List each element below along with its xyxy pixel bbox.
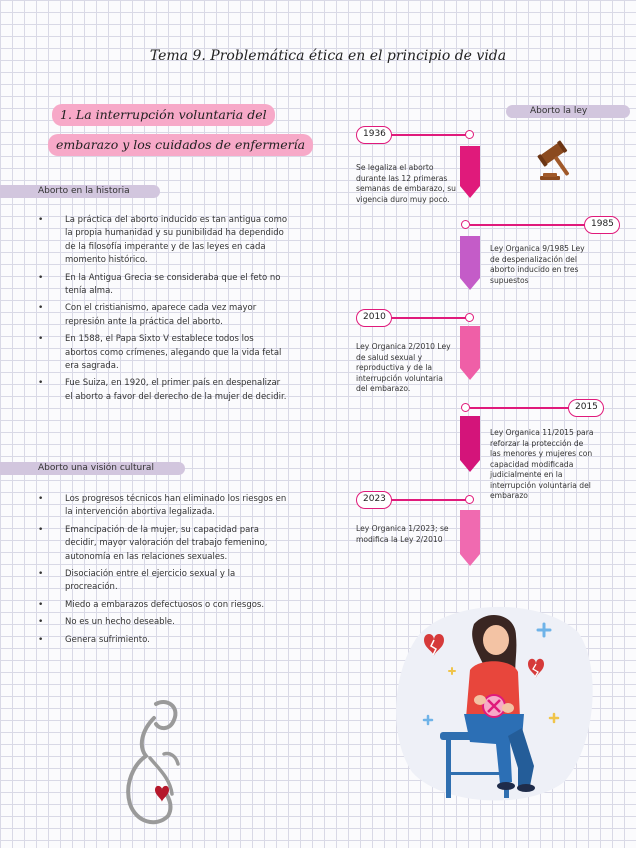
year-badge-2010: 2010 <box>356 309 392 327</box>
timeline-text-1985: Ley Organica 9/1985 Ley de despenalización del aborto inducido en tres supuestos <box>490 244 585 285</box>
timeline-connector <box>470 407 570 409</box>
timeline-text-2010: Ley Organica 2/2010 Ley de salud sexual y reproductiva y de la interrupción voluntaria del embarazo. <box>356 342 451 393</box>
pregnant-silhouette-icon <box>112 694 192 832</box>
tag-aborto-historia: Aborto en la historia <box>0 185 160 198</box>
timeline-dot <box>465 130 474 139</box>
timeline-arrow-2023 <box>460 510 480 570</box>
timeline-connector <box>391 499 467 501</box>
timeline-connector <box>391 317 467 319</box>
list-item: • No es un hecho deseable. <box>38 616 288 629</box>
tag-vision-cultural: Aborto una visión cultural <box>0 462 185 475</box>
list-item: • En la Antigua Grecia se consideraba que el feto no tenía alma. <box>38 272 288 299</box>
cultural-list <box>38 493 288 651</box>
timeline-dot <box>465 313 474 322</box>
list-item: • Miedo a embarazos defectuosos o con riesgos. <box>38 599 288 612</box>
list-item: • Los progresos técnicos han eliminado los riesgos en la intervención abortiva legalizada. <box>38 493 288 520</box>
year-badge-2015: 2015 <box>568 399 604 417</box>
year-badge-2023: 2023 <box>356 491 392 509</box>
timeline-connector <box>470 224 586 226</box>
page-title: Tema 9. Problemática ética en el principio de vida <box>149 48 507 64</box>
section-title-line-1: 1. La interrupción voluntaria del <box>52 104 275 126</box>
tag-aborto-ley: Aborto la ley <box>506 105 630 118</box>
woman-illustration <box>388 596 602 804</box>
list-item: • Genera sufrimiento. <box>38 634 288 647</box>
list-item: • En 1588, el Papa Sixto V establece todos los abortos como crímenes, alegando que la vida fetal era sagrada. <box>38 333 288 373</box>
year-badge-1936: 1936 <box>356 126 392 144</box>
historia-list <box>38 214 288 408</box>
list-item: • Disociación entre el ejercicio sexual y la procreación. <box>38 568 288 595</box>
timeline-text-2015: Ley Organica 11/2015 para reforzar la protección de las menores y mujeres con capacidad modificada judicialmente en la interrupción voluntaria del embarazo <box>490 428 594 500</box>
list-item: • Emancipación de la mujer, su capacidad para decidir, mayor valoración del trabajo femenino, autonomía en las relaciones sexuales. <box>38 524 288 564</box>
timeline-arrow-2015 <box>460 416 480 476</box>
timeline-text-2023: Ley Organica 1/2023; se modifica la Ley 2/2010 <box>356 524 449 544</box>
year-badge-1985: 1985 <box>584 216 620 234</box>
timeline-text-1936: Se legaliza el aborto durante las 12 primeras semanas de embarazo, su vigencia duro muy poco. <box>356 163 456 204</box>
gavel-icon <box>534 135 586 187</box>
section-title-line-2: embarazo y los cuidados de enfermería <box>48 134 313 156</box>
list-item: • Fue Suiza, en 1920, el primer país en despenalizar el aborto a favor del derecho de la mujer de decidir. <box>38 377 288 404</box>
list-item: • La práctica del aborto inducido es tan antigua como la propia humanidad y su punibilidad ha dependido de la filosofía imperante y de las leyes en cada momento histórico. <box>38 214 288 268</box>
timeline-dot <box>461 403 470 412</box>
timeline-arrow-1936 <box>460 146 480 202</box>
timeline-connector <box>391 134 467 136</box>
timeline-dot <box>461 220 470 229</box>
timeline-arrow-1985 <box>460 236 480 294</box>
timeline-arrow-2010 <box>460 326 480 384</box>
timeline-dot <box>465 495 474 504</box>
list-item: • Con el cristianismo, aparece cada vez mayor represión ante la práctica del aborto. <box>38 302 288 329</box>
